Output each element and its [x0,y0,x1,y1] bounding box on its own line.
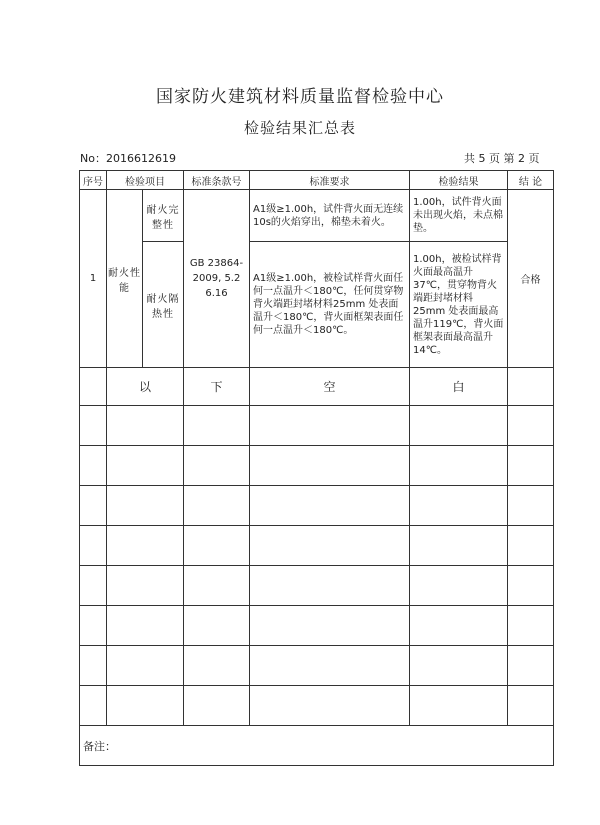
col-header-conclusion: 结 论 [508,171,554,190]
blank-row [80,526,554,566]
blank-row [80,686,554,726]
sub-item-result: 1.00h，试件背火面未出现火焰，未点棉垫。 [410,190,508,242]
sub-item-requirement: A1级≥1.00h，试件背火面无连续10s的火焰穿出，棉垫未着火。 [250,190,410,242]
row-conclusion: 合格 [508,190,554,368]
row-clause: GB 23864-2009, 5.2 6.16 [184,190,250,368]
document-number: No：2016612619 [80,152,176,165]
empty-marker-row [80,368,554,406]
sub-item-name: 耐火完整性 [143,190,184,242]
empty-mark: 以 [107,368,184,406]
org-title: 国家防火建筑材料质量监督检验中心 [156,87,444,107]
blank-row [80,406,554,446]
col-header-item: 检验项目 [107,171,184,190]
results-table [79,170,554,766]
empty-mark: 下 [184,368,250,406]
col-header-requirement: 标准要求 [250,171,410,190]
table-row [80,242,554,368]
notes-row [80,726,554,766]
row-category: 耐火性能 [107,190,143,368]
empty-mark: 空 [250,368,410,406]
blank-row [80,446,554,486]
blank-row [80,646,554,686]
table-row [80,190,554,242]
col-header-result: 检验结果 [410,171,508,190]
doc-title: 检验结果汇总表 [243,119,356,137]
notes-label: 备注： [80,726,554,766]
blank-row [80,486,554,526]
sub-item-name: 耐火隔热性 [143,242,184,368]
sub-item-requirement: A1级≥1.00h，被检试样背火面任何一点温升＜180℃，任何贯穿物背火端距封堵材料25mm 处表面温升＜180℃，背火面框架表面任何一点温升＜180℃。 [250,242,410,368]
blank-row [80,606,554,646]
page-info: 共 5 页 第 2 页 [464,152,540,165]
header-row [80,171,554,190]
row-seq: 1 [80,190,107,368]
col-header-clause: 标准条款号 [184,171,250,190]
blank-row [80,566,554,606]
empty-mark: 白 [410,368,508,406]
sub-item-result: 1.00h，被检试样背火面最高温升37℃，贯穿物背火端距封堵材料25mm 处表面最高温升119℃，背火面框架表面最高温升14℃。 [410,242,508,368]
col-header-seq: 序号 [80,171,107,190]
